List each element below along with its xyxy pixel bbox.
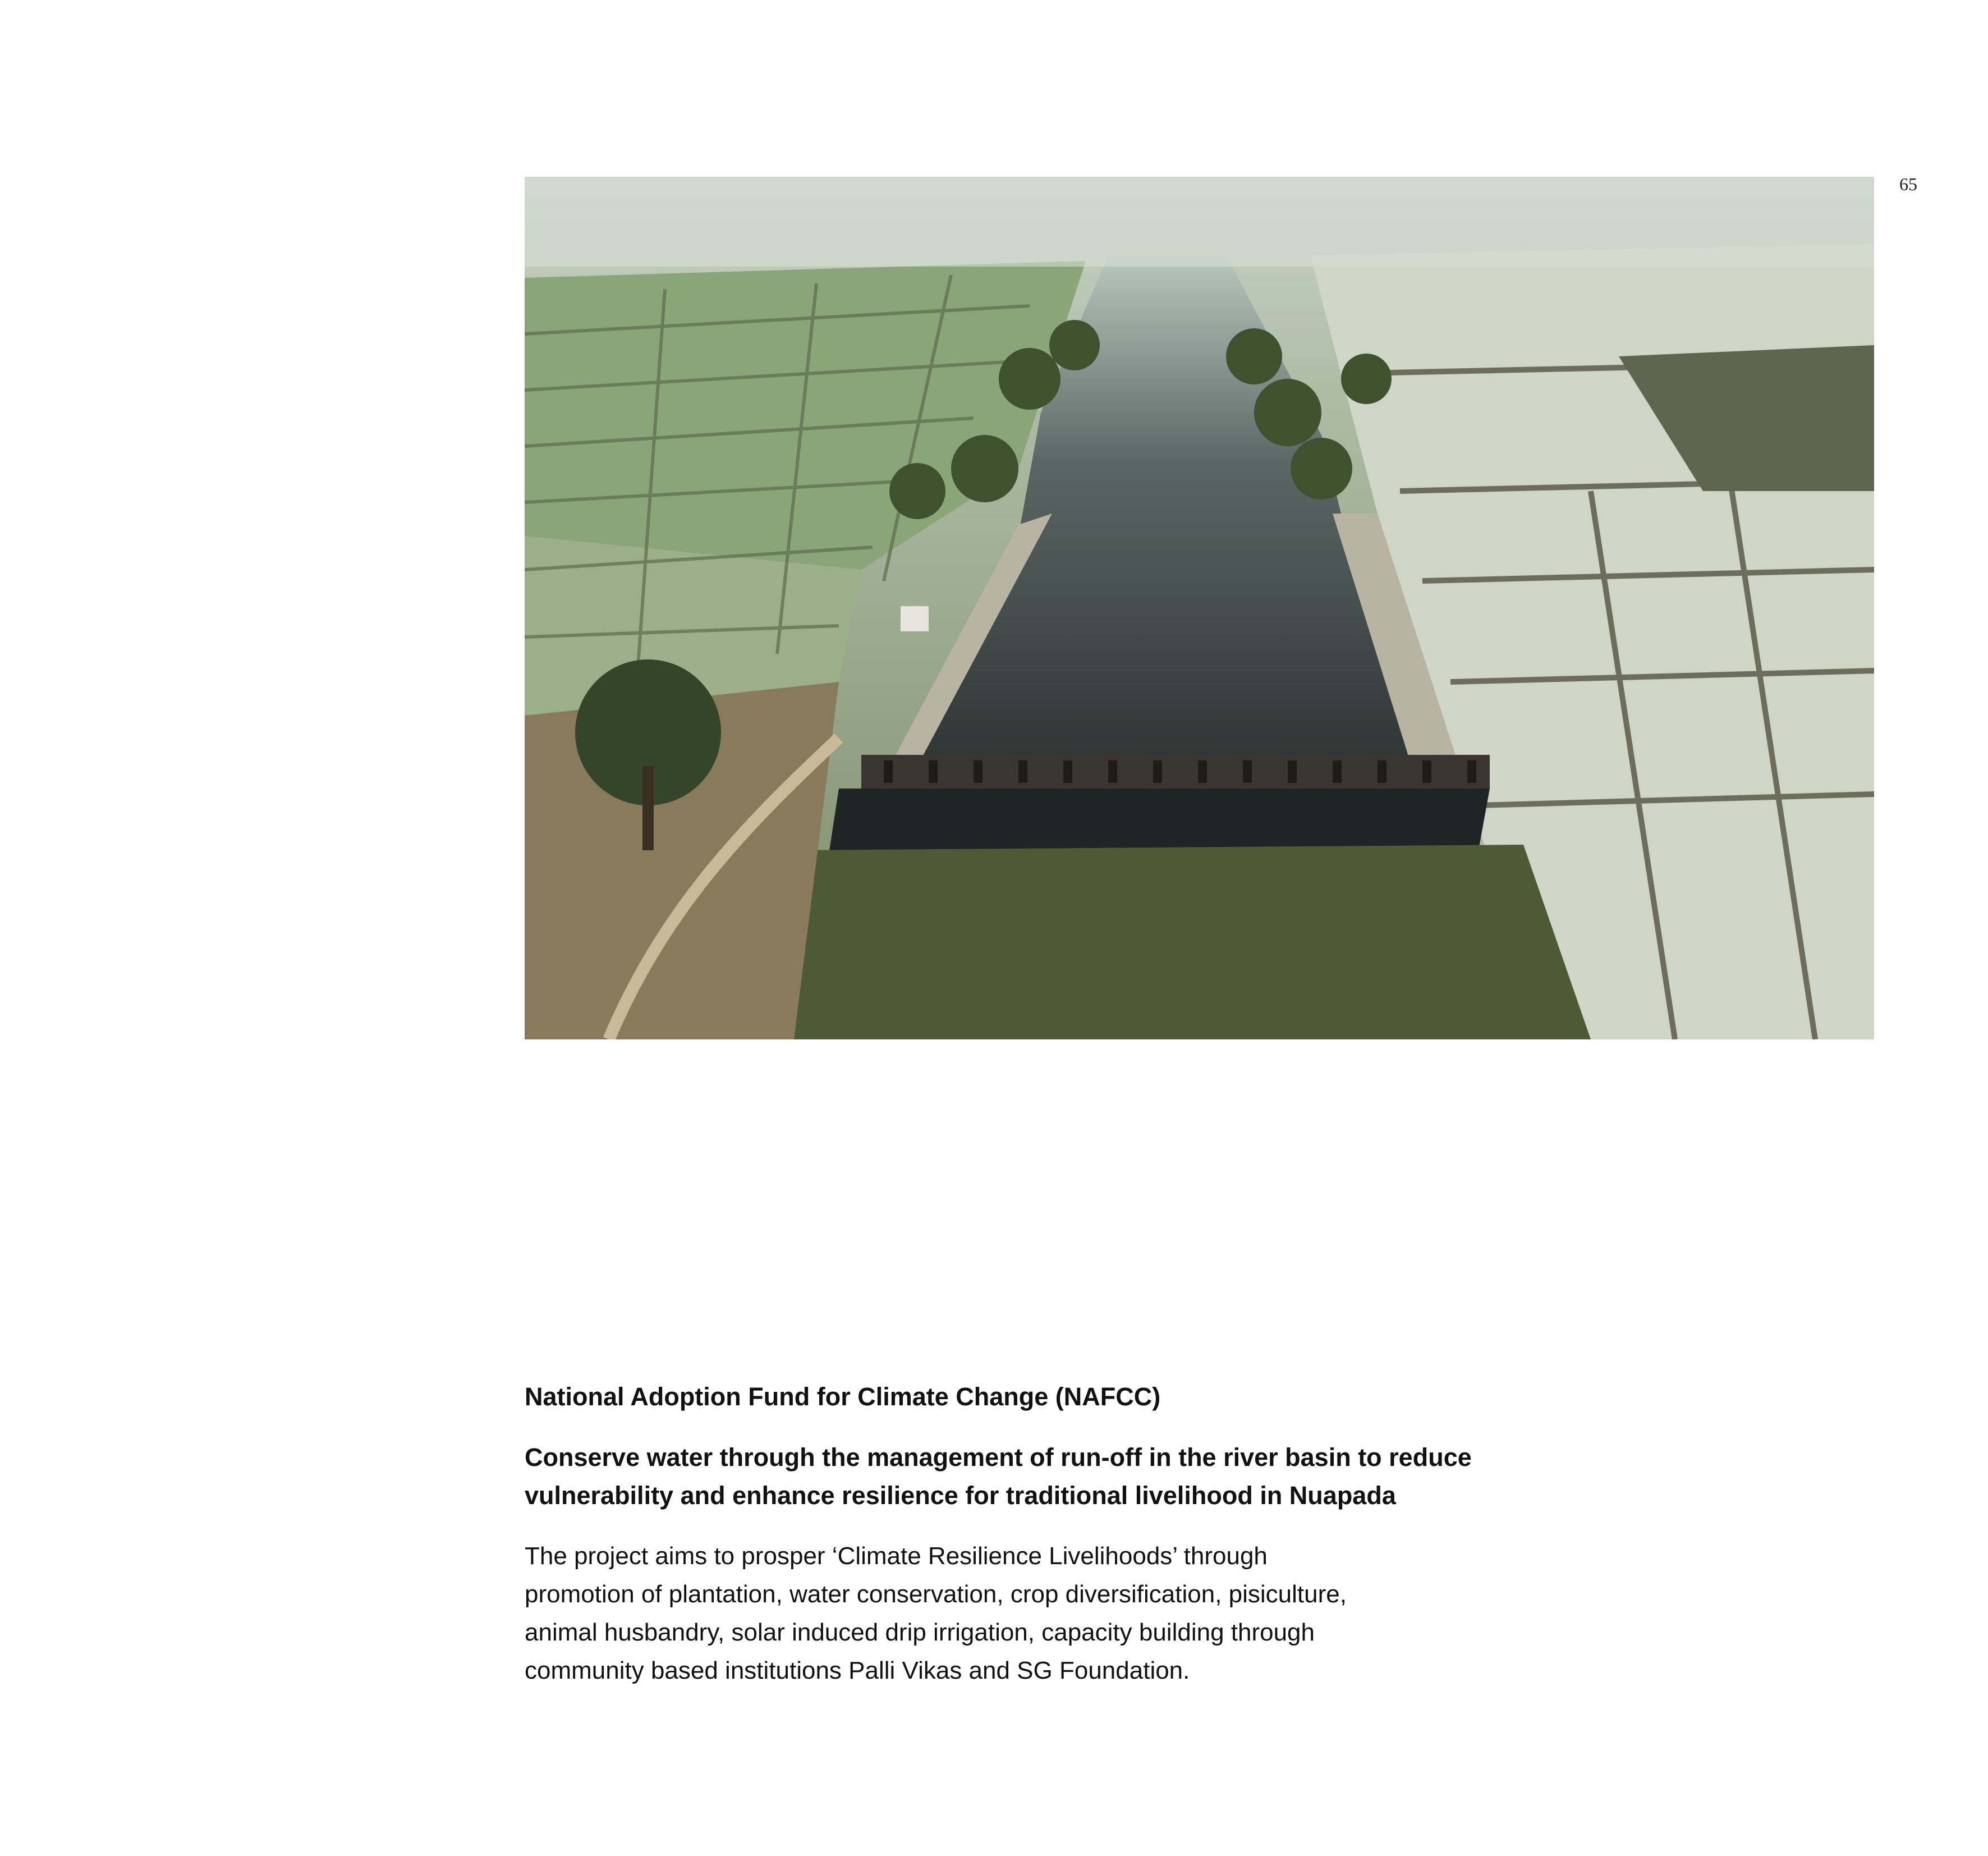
body-line: animal husbandry, solar induced drip irrigation, capacity building through bbox=[525, 1619, 1315, 1646]
heading: National Adoption Fund for Climate Change (NAFCC) bbox=[525, 1382, 1161, 1411]
river-aerial-photo bbox=[525, 177, 1874, 1039]
subheading-line: vulnerability and enhance resilience for traditional livelihood in Nuapada bbox=[525, 1481, 1396, 1510]
subheading-line: Conserve water through the management of run-off in the river basin to reduce bbox=[525, 1443, 1472, 1472]
page-number: 65 bbox=[1899, 174, 1917, 194]
subheading bbox=[525, 1438, 1507, 1515]
body-line: The project aims to prosper ‘Climate Resilience Livelihoods’ through bbox=[525, 1542, 1268, 1570]
body-paragraph bbox=[525, 1537, 1507, 1690]
body-line: promotion of plantation, water conservation, crop diversification, pisiculture, bbox=[525, 1580, 1347, 1608]
body-line: community based institutions Palli Vikas and SG Foundation. bbox=[525, 1657, 1190, 1684]
text-block bbox=[525, 1378, 1507, 1690]
